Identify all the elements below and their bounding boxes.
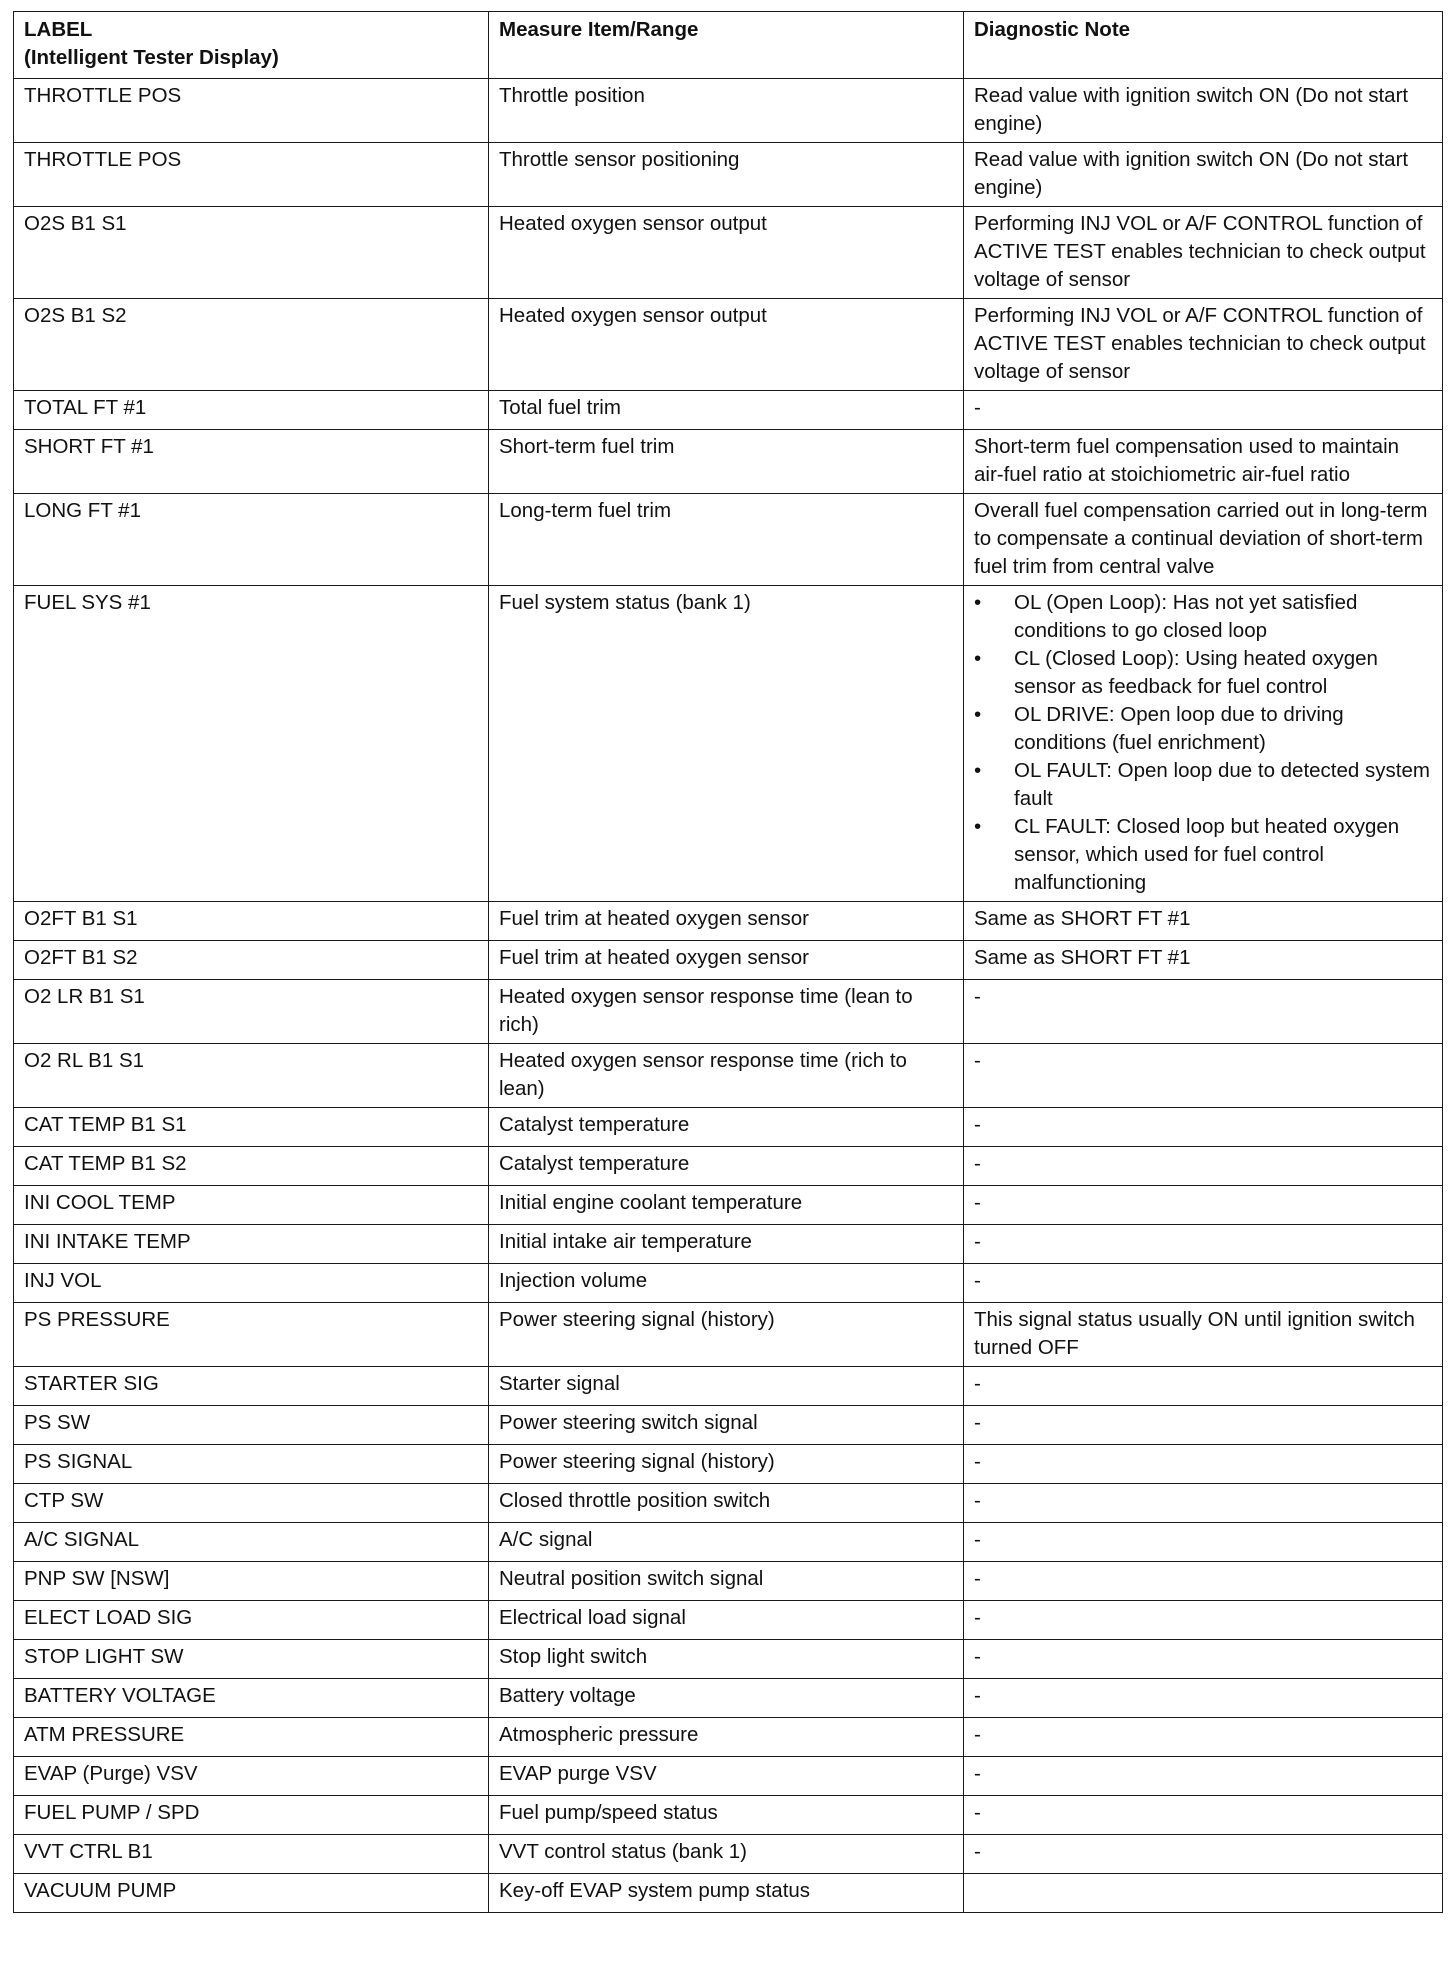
cell-label: PS PRESSURE: [14, 1303, 489, 1367]
cell-note: Same as SHORT FT #1: [964, 902, 1443, 941]
cell-measure: A/C signal: [489, 1523, 964, 1562]
table-row: [14, 980, 1443, 1044]
cell-label: INI COOL TEMP: [14, 1186, 489, 1225]
note-bullet-list: [974, 589, 1432, 897]
cell-label: STOP LIGHT SW: [14, 1640, 489, 1679]
cell-measure: Short-term fuel trim: [489, 430, 964, 494]
cell-measure: Battery voltage: [489, 1679, 964, 1718]
cell-note: Same as SHORT FT #1: [964, 941, 1443, 980]
cell-note: -: [964, 1796, 1443, 1835]
table-row: [14, 902, 1443, 941]
header-label-line2: (Intelligent Tester Display): [24, 46, 279, 69]
cell-label: FUEL PUMP / SPD: [14, 1796, 489, 1835]
note-bullet-item: • OL FAULT: Open loop due to detected system fault: [974, 757, 1432, 813]
cell-note: -: [964, 980, 1443, 1044]
cell-note: -: [964, 1484, 1443, 1523]
note-bullet-item: • OL DRIVE: Open loop due to driving conditions (fuel enrichment): [974, 701, 1432, 757]
note-bullet-item: • OL (Open Loop): Has not yet satisfied conditions to go closed loop: [974, 589, 1432, 645]
cell-note: -: [964, 1601, 1443, 1640]
cell-measure: Heated oxygen sensor output: [489, 299, 964, 391]
cell-label: CTP SW: [14, 1484, 489, 1523]
cell-note: -: [964, 1640, 1443, 1679]
cell-measure: Throttle position: [489, 79, 964, 143]
header-note: Diagnostic Note: [964, 12, 1443, 79]
cell-label: O2 RL B1 S1: [14, 1044, 489, 1108]
cell-label: INJ VOL: [14, 1264, 489, 1303]
table-row: [14, 1186, 1443, 1225]
table-row: [14, 299, 1443, 391]
cell-note: -: [964, 391, 1443, 430]
table-row: [14, 941, 1443, 980]
cell-note: -: [964, 1835, 1443, 1874]
diagnostic-data-table: [13, 11, 1443, 1913]
cell-measure: Fuel trim at heated oxygen sensor: [489, 902, 964, 941]
cell-measure: Long-term fuel trim: [489, 494, 964, 586]
cell-label: FUEL SYS #1: [14, 586, 489, 902]
table-row: [14, 1484, 1443, 1523]
table-row: [14, 143, 1443, 207]
header-label: [14, 12, 489, 79]
cell-measure: Initial intake air temperature: [489, 1225, 964, 1264]
cell-measure: Power steering switch signal: [489, 1406, 964, 1445]
cell-note: Read value with ignition switch ON (Do not start engine): [964, 143, 1443, 207]
table-row: [14, 1367, 1443, 1406]
cell-note: [964, 586, 1443, 902]
cell-label: VACUUM PUMP: [14, 1874, 489, 1913]
table-row: [14, 586, 1443, 902]
table-row: [14, 1147, 1443, 1186]
cell-label: O2 LR B1 S1: [14, 980, 489, 1044]
cell-note: Read value with ignition switch ON (Do not start engine): [964, 79, 1443, 143]
cell-label: PNP SW [NSW]: [14, 1562, 489, 1601]
cell-label: ELECT LOAD SIG: [14, 1601, 489, 1640]
cell-measure: Power steering signal (history): [489, 1303, 964, 1367]
cell-measure: Fuel trim at heated oxygen sensor: [489, 941, 964, 980]
cell-note: -: [964, 1186, 1443, 1225]
table-row: [14, 1445, 1443, 1484]
cell-note: -: [964, 1523, 1443, 1562]
cell-measure: Injection volume: [489, 1264, 964, 1303]
cell-measure: Power steering signal (history): [489, 1445, 964, 1484]
cell-measure: Stop light switch: [489, 1640, 964, 1679]
table-row: [14, 1874, 1443, 1913]
note-bullet-item: • CL FAULT: Closed loop but heated oxygen sensor, which used for fuel control malfunctioning: [974, 813, 1432, 897]
cell-label: PS SIGNAL: [14, 1445, 489, 1484]
cell-label: BATTERY VOLTAGE: [14, 1679, 489, 1718]
table-row: [14, 1601, 1443, 1640]
cell-note: -: [964, 1264, 1443, 1303]
cell-note: -: [964, 1562, 1443, 1601]
cell-measure: Catalyst temperature: [489, 1147, 964, 1186]
cell-label: VVT CTRL B1: [14, 1835, 489, 1874]
cell-label: THROTTLE POS: [14, 143, 489, 207]
cell-label: O2S B1 S2: [14, 299, 489, 391]
cell-measure: EVAP purge VSV: [489, 1757, 964, 1796]
cell-measure: Key-off EVAP system pump status: [489, 1874, 964, 1913]
cell-measure: Fuel pump/speed status: [489, 1796, 964, 1835]
cell-note: Overall fuel compensation carried out in long-term to compensate a continual deviation of short-term fuel trim from central valve: [964, 494, 1443, 586]
table-row: [14, 207, 1443, 299]
table-row: [14, 391, 1443, 430]
cell-measure: Initial engine coolant temperature: [489, 1186, 964, 1225]
cell-note: -: [964, 1044, 1443, 1108]
cell-note: -: [964, 1367, 1443, 1406]
table-row: [14, 1796, 1443, 1835]
cell-label: STARTER SIG: [14, 1367, 489, 1406]
cell-label: THROTTLE POS: [14, 79, 489, 143]
cell-note: -: [964, 1445, 1443, 1484]
cell-measure: Throttle sensor positioning: [489, 143, 964, 207]
cell-measure: Total fuel trim: [489, 391, 964, 430]
cell-label: CAT TEMP B1 S1: [14, 1108, 489, 1147]
cell-measure: VVT control status (bank 1): [489, 1835, 964, 1874]
cell-label: O2FT B1 S2: [14, 941, 489, 980]
cell-note: -: [964, 1147, 1443, 1186]
cell-label: CAT TEMP B1 S2: [14, 1147, 489, 1186]
table-row: [14, 1108, 1443, 1147]
cell-label: PS SW: [14, 1406, 489, 1445]
table-row: [14, 1679, 1443, 1718]
cell-label: EVAP (Purge) VSV: [14, 1757, 489, 1796]
cell-label: SHORT FT #1: [14, 430, 489, 494]
cell-label: A/C SIGNAL: [14, 1523, 489, 1562]
note-bullet-item: • CL (Closed Loop): Using heated oxygen sensor as feedback for fuel control: [974, 645, 1432, 701]
cell-measure: Starter signal: [489, 1367, 964, 1406]
header-row: [14, 12, 1443, 79]
cell-label: TOTAL FT #1: [14, 391, 489, 430]
cell-note: -: [964, 1108, 1443, 1147]
cell-measure: Electrical load signal: [489, 1601, 964, 1640]
table-row: [14, 1225, 1443, 1264]
table-row: [14, 1044, 1443, 1108]
cell-measure: Heated oxygen sensor output: [489, 207, 964, 299]
cell-note: -: [964, 1718, 1443, 1757]
header-measure: Measure Item/Range: [489, 12, 964, 79]
cell-note: -: [964, 1679, 1443, 1718]
cell-measure: Heated oxygen sensor response time (rich to lean): [489, 1044, 964, 1108]
cell-measure: Neutral position switch signal: [489, 1562, 964, 1601]
table-row: [14, 79, 1443, 143]
cell-label: LONG FT #1: [14, 494, 489, 586]
cell-note: Short-term fuel compensation used to maintain air-fuel ratio at stoichiometric air-fuel ratio: [964, 430, 1443, 494]
table-row: [14, 1835, 1443, 1874]
table-row: [14, 1757, 1443, 1796]
table-row: [14, 494, 1443, 586]
cell-note: [964, 1874, 1443, 1913]
table-row: [14, 1303, 1443, 1367]
cell-label: INI INTAKE TEMP: [14, 1225, 489, 1264]
cell-note: Performing INJ VOL or A/F CONTROL function of ACTIVE TEST enables technician to check output voltage of sensor: [964, 207, 1443, 299]
table-row: [14, 430, 1443, 494]
table-row: [14, 1562, 1443, 1601]
cell-measure: Closed throttle position switch: [489, 1484, 964, 1523]
table-row: [14, 1718, 1443, 1757]
header-label-line1: LABEL: [24, 18, 93, 41]
table-row: [14, 1640, 1443, 1679]
cell-note: This signal status usually ON until ignition switch turned OFF: [964, 1303, 1443, 1367]
cell-note: -: [964, 1406, 1443, 1445]
table-row: [14, 1406, 1443, 1445]
cell-measure: Heated oxygen sensor response time (lean to rich): [489, 980, 964, 1044]
table-row: [14, 1264, 1443, 1303]
cell-note: -: [964, 1757, 1443, 1796]
cell-note: Performing INJ VOL or A/F CONTROL function of ACTIVE TEST enables technician to check output voltage of sensor: [964, 299, 1443, 391]
cell-measure: Atmospheric pressure: [489, 1718, 964, 1757]
cell-label: ATM PRESSURE: [14, 1718, 489, 1757]
cell-label: O2S B1 S1: [14, 207, 489, 299]
table-row: [14, 1523, 1443, 1562]
cell-measure: Fuel system status (bank 1): [489, 586, 964, 902]
cell-label: O2FT B1 S1: [14, 902, 489, 941]
cell-note: -: [964, 1225, 1443, 1264]
cell-measure: Catalyst temperature: [489, 1108, 964, 1147]
